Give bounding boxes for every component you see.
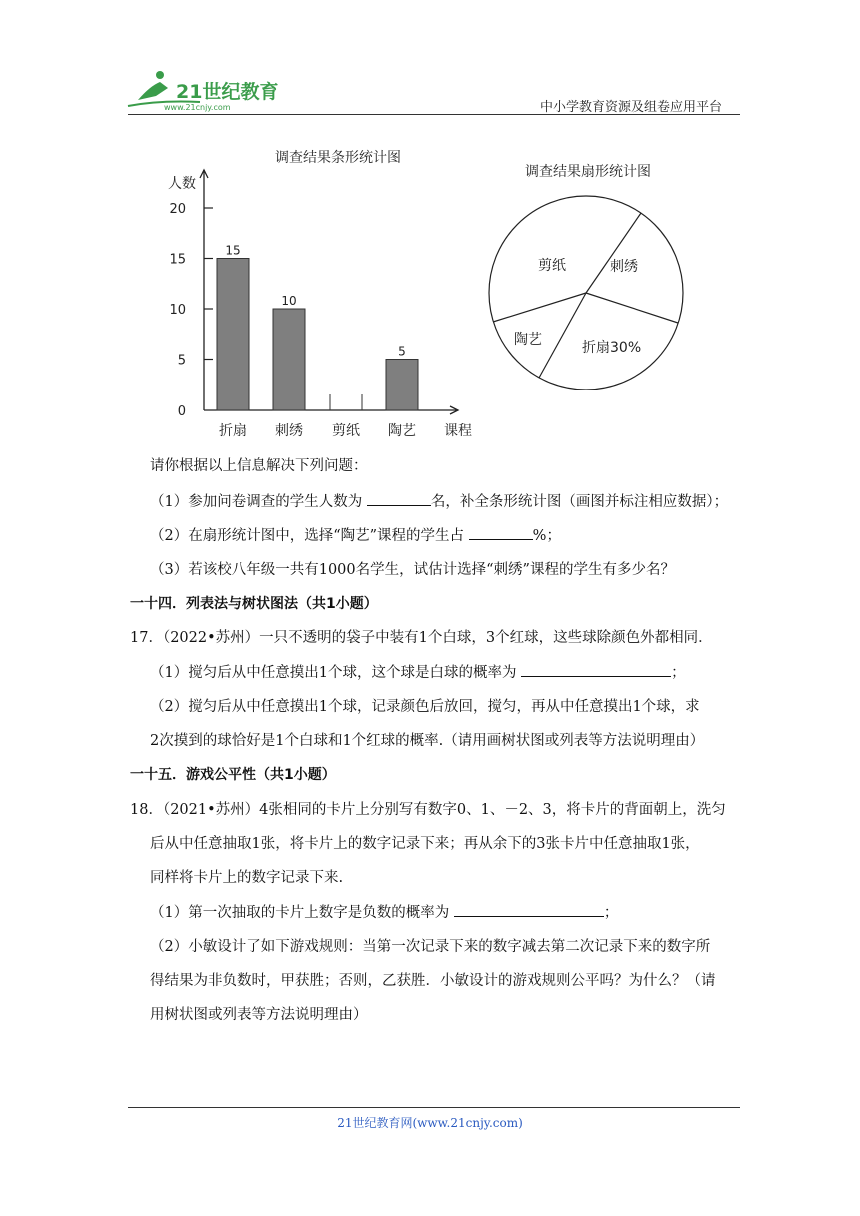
problem-17-stem: 17．（2022•苏州）一只不透明的袋子中装有1个白球，3个红球，这些球除颜色外都相同．	[130, 630, 713, 646]
x-tick-label: 折扇	[219, 423, 247, 439]
question-1	[150, 491, 728, 512]
question-2	[150, 525, 561, 546]
y-tick-label: 0	[177, 404, 186, 419]
problem-17-q2-line2: 2次摸到的球恰好是1个白球和1个红球的概率.（请用画树状图或列表等方法说明理由）	[150, 733, 705, 749]
question-2-text-b: %；	[532, 528, 561, 544]
bar-chart-xlabel: 课程	[444, 423, 472, 439]
problem-17-q2-line1: （2）搅匀后从中任意摸出1个球，记录颜色后放回，搅匀，再从中任意摸出1个球，求	[150, 699, 700, 715]
site-logo	[120, 66, 290, 112]
pie-label-jianzhi: 剪纸	[538, 258, 566, 274]
section-heading-14: 一十四．列表法与树状图法（共1小题）	[130, 596, 378, 612]
problem-18-line3: 同样将卡片上的数字记录下来.	[150, 870, 344, 886]
bar-data-label: 15	[225, 243, 241, 258]
problem-18-q2-line3: 用树状图或列表等方法说明理由）	[150, 1007, 368, 1023]
problem-17-q1-text-a: （1）搅匀后从中任意摸出1个球，这个球是白球的概率为	[150, 665, 517, 681]
header-platform-name: 中小学教育资源及组卷应用平台	[539, 100, 722, 115]
x-tick-label: 刺绣	[275, 423, 303, 439]
question-1-text-a: （1）参加问卷调查的学生人数为	[150, 494, 363, 510]
header-divider	[128, 114, 740, 115]
question-1-text-b: 名，补全条形统计图（画图并标注相应数据）；	[430, 494, 729, 510]
logo-text: 21世纪教育	[176, 81, 279, 103]
problem-18-line1: 18．（2021•苏州）4张相同的卡片上分别写有数字0、1、－2、3，将卡片的背面朝上，洗匀	[130, 802, 726, 818]
pie-divider-1	[586, 213, 641, 293]
problem-18-q2-line2: 得结果为非负数时，甲获胜；否则，乙获胜．小敏设计的游戏规则公平吗？为什么？（请	[150, 973, 716, 989]
problem-17-q1	[150, 662, 686, 683]
answer-blank-2[interactable]	[469, 525, 533, 540]
pie-label-zheshan: 折扇30%	[582, 340, 642, 356]
bar-chart-ylabel: 人数	[168, 176, 196, 192]
question-3: （3）若该校八年级一共有1000名学生，试估计选择“刺绣”课程的学生有多少名？	[150, 562, 675, 578]
problem-18-q1-text-a: （1）第一次抽取的卡片上数字是负数的概率为	[150, 905, 450, 921]
x-tick-label: 陶艺	[388, 423, 416, 439]
bar-chart-title: 调查结果条形统计图	[275, 150, 401, 166]
problem-18-q1-text-b: ；	[603, 905, 619, 921]
bar-3	[386, 360, 418, 411]
answer-blank-1[interactable]	[367, 491, 431, 506]
bar-1	[273, 309, 305, 410]
pie-label-taoyi: 陶艺	[514, 332, 542, 348]
bar-data-label: 5	[398, 344, 406, 359]
y-tick-label: 5	[177, 353, 186, 369]
pie-divider-2	[586, 293, 678, 323]
x-tick-label: 剪纸	[332, 423, 360, 439]
y-tick-label: 10	[169, 303, 186, 318]
pie-label-cixiu: 刺绣	[610, 259, 638, 275]
pie-chart	[480, 150, 700, 390]
problem-17-q1-text-b: ；	[671, 665, 686, 681]
logo-url: www.21cnjy.com	[164, 103, 231, 112]
footer-divider	[128, 1107, 740, 1108]
problem-18-q1	[150, 902, 618, 923]
problem-18-line2: 后从中任意抽取1张，将卡片上的数字记录下来；再从余下的3张卡片中任意抽取1张，	[150, 836, 700, 852]
question-2-text-a: （2）在扇形统计图中，选择“陶艺”课程的学生占	[150, 528, 465, 544]
y-tick-label: 15	[169, 252, 186, 268]
problem-18-q2-line1: （2）小敏设计了如下游戏规则：当第一次记录下来的数字减去第二次记录下来的数字所	[150, 939, 711, 955]
footer-site-link[interactable]: 21世纪教育网(www.21cnjy.com)	[337, 1116, 523, 1130]
bar-0	[217, 259, 249, 411]
bar-chart	[160, 140, 490, 450]
answer-blank-17-1[interactable]	[521, 662, 671, 677]
answer-blank-18-1[interactable]	[454, 902, 604, 917]
bar-data-label: 10	[281, 294, 297, 308]
y-tick-label: 20	[169, 202, 186, 217]
section-heading-15: 一十五．游戏公平性（共1小题）	[130, 767, 336, 783]
pie-chart-title: 调查结果扇形统计图	[525, 164, 651, 180]
questions-intro: 请你根据以上信息解决下列问题：	[150, 458, 368, 474]
